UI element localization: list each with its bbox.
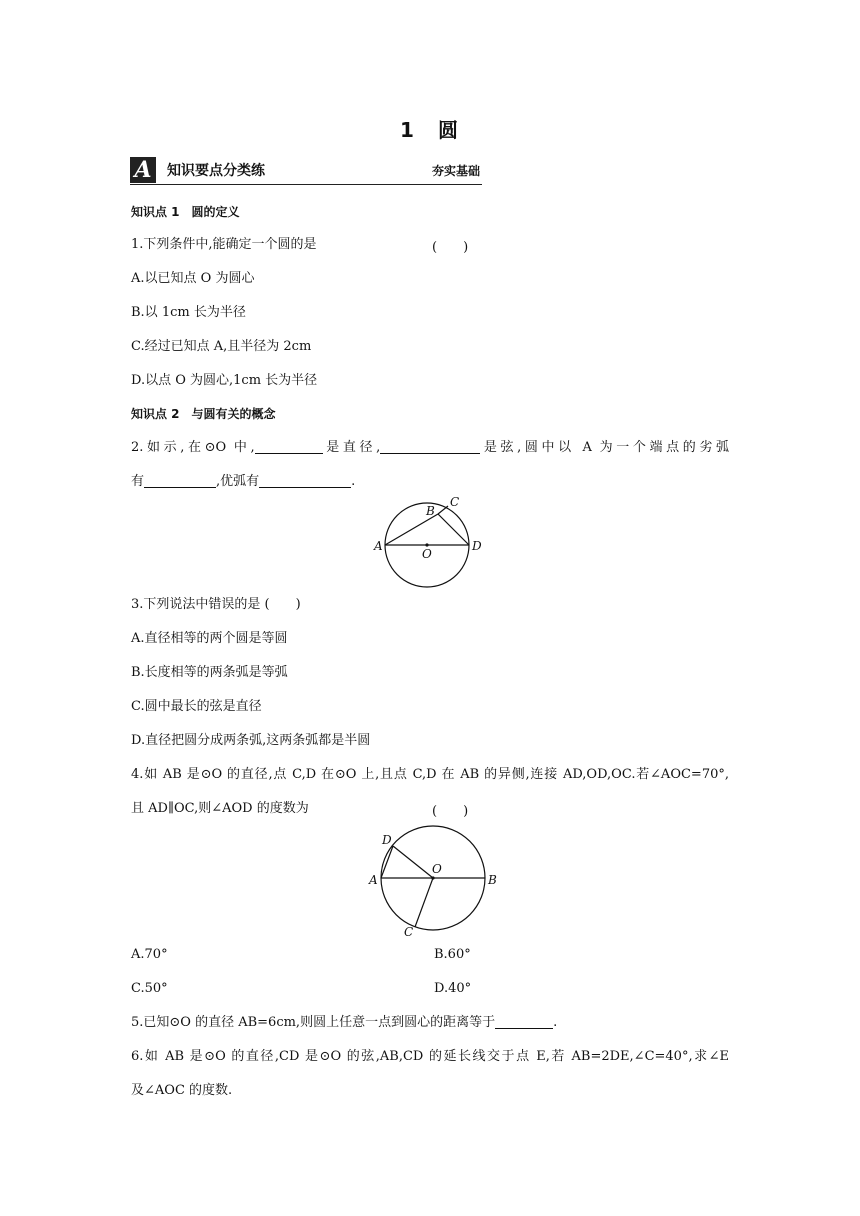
- q4-label-c: C: [404, 925, 414, 939]
- q3-option-a: A.直径相等的两个圆是等圆: [131, 631, 288, 646]
- q4-option-d: D.40°: [434, 981, 472, 996]
- q2-segment-bc: [438, 506, 448, 514]
- q1-answer-paren: ( ): [432, 240, 469, 255]
- q4-option-c: C.50°: [131, 981, 168, 996]
- q4-option-a: A.70°: [131, 947, 168, 962]
- section-tag: 夯实基础: [431, 164, 480, 178]
- q2-label-d: D: [472, 539, 482, 553]
- section-title: 知识要点分类练: [167, 163, 265, 179]
- q2-text-4: 有: [131, 474, 145, 489]
- q1-option-c: C.经过已知点 A,且半径为 2cm: [131, 339, 312, 354]
- page-title: 1 圆: [400, 118, 460, 142]
- q2-blank-major-arc[interactable]: [259, 473, 351, 488]
- q1-stem: 1.下列条件中,能确定一个圆的是: [131, 237, 317, 252]
- q2-label-o: O: [422, 547, 432, 561]
- kp2-heading: 知识点 2 与圆有关的概念: [131, 407, 276, 421]
- q2-line2: [131, 473, 355, 491]
- q2-text-2: 是直径,: [322, 440, 381, 455]
- q3-stem-text: 3.下列说法中错误的是: [131, 597, 261, 612]
- q2-label-c: C: [450, 495, 460, 509]
- q4-center-dot: [431, 876, 434, 879]
- q4-label-a: A: [369, 873, 378, 887]
- q4-line1: 4.如 AB 是⊙O 的直径,点 C,D 在⊙O 上,且点 C,D 在 AB 的异侧,连接 AD,OD,OC.若∠AOC=70°,: [131, 767, 729, 782]
- q2-blank-diameter[interactable]: [255, 439, 323, 454]
- section-banner: [130, 156, 482, 185]
- q4-label-d: D: [382, 833, 392, 847]
- q4-answer-paren: ( ): [432, 804, 469, 819]
- q5-blank[interactable]: [495, 1014, 553, 1029]
- q2-segment-bd: [438, 514, 469, 545]
- q2-blank-minor-arc[interactable]: [144, 473, 216, 488]
- q2-figure: [372, 494, 492, 594]
- q4-radius-oc: [415, 878, 433, 927]
- q2-label-b: B: [426, 504, 435, 518]
- q2-text-1: 2.如示,在⊙O 中,: [131, 440, 255, 455]
- q6-line1: 6.如 AB 是⊙O 的直径,CD 是⊙O 的弦,AB,CD 的延长线交于点 E,若 AB=2DE,∠C=40°,求∠E: [131, 1049, 729, 1064]
- q4-line2: 且 AD∥OC,则∠AOD 的度数为: [131, 801, 309, 816]
- q2-line1: [131, 439, 729, 457]
- q3-option-d: D.直径把圆分成两条弧,这两条弧都是半圆: [131, 733, 371, 748]
- q2-text-6: .: [351, 474, 356, 489]
- q1-option-a: A.以已知点 O 为圆心: [131, 271, 255, 286]
- q4-figure: [364, 828, 504, 940]
- q3-answer-paren: ( ): [264, 597, 301, 612]
- q2-text-3: 是弦,圆中以 A 为一个端点的劣弧: [480, 440, 729, 455]
- q3-stem: [131, 596, 301, 614]
- q2-text-5: ,优弧有: [216, 474, 260, 489]
- q4-chord-ad: [381, 846, 393, 878]
- q4-option-b: B.60°: [434, 947, 471, 962]
- q2-label-a: A: [374, 539, 383, 553]
- q6-line2: 及∠AOC 的度数.: [131, 1083, 233, 1098]
- q2-chord-ab: [385, 514, 438, 545]
- q5-end: .: [553, 1015, 558, 1030]
- q2-blank-chord[interactable]: [380, 439, 480, 454]
- section-badge: A: [130, 157, 156, 183]
- q5-text: 5.已知⊙O 的直径 AB=6cm,则圆上任意一点到圆心的距离等于: [131, 1015, 496, 1030]
- q4-radius-od: [393, 846, 433, 878]
- q3-option-c: C.圆中最长的弦是直径: [131, 699, 262, 714]
- q1-option-b: B.以 1cm 长为半径: [131, 305, 246, 320]
- q4-label-b: B: [488, 873, 497, 887]
- kp1-heading: 知识点 1 圆的定义: [131, 205, 240, 219]
- q5-line: [131, 1014, 557, 1032]
- q3-option-b: B.长度相等的两条弧是等弧: [131, 665, 288, 680]
- q4-label-o: O: [432, 862, 442, 876]
- q1-option-d: D.以点 O 为圆心,1cm 长为半径: [131, 373, 318, 388]
